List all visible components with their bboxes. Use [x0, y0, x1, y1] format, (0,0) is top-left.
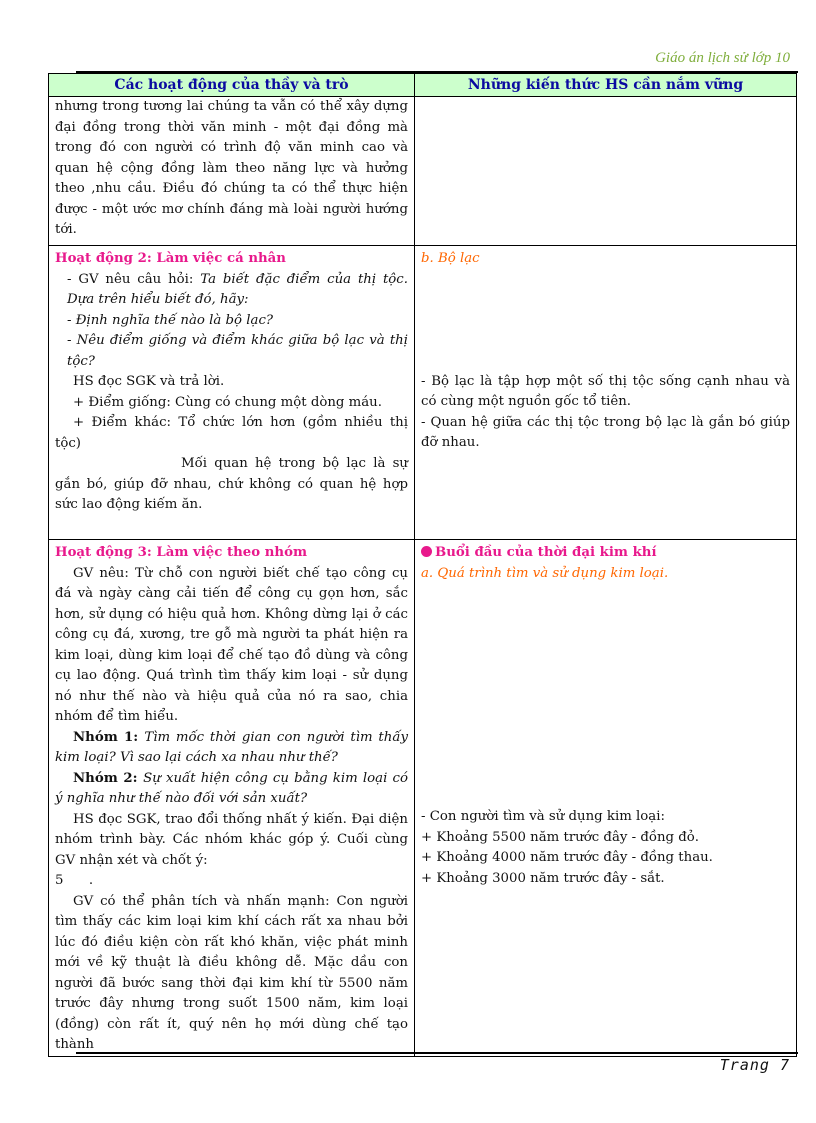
row2-relation: Mối quan hệ trong bộ lạc là sự gắn bó, giúp đỡ nhau, chứ không có quan hệ hợp sức lao động kiếm ăn. — [55, 456, 408, 512]
col1-header: Các hoạt động của thầy và trò — [49, 74, 415, 97]
row1-right-cell — [415, 97, 797, 246]
group-2-label: Nhóm 2: — [73, 770, 144, 786]
group-1-label: Nhóm 1: — [73, 729, 145, 745]
row3-right-cell — [415, 540, 797, 1057]
row2-same: + Điểm giống: Cùng có chung một dòng máu. — [73, 394, 382, 410]
row2-right-heading: b. Bộ lạc — [421, 251, 480, 266]
row2-right-p1: - Bộ lạc là tập hợp một số thị tộc sống cạnh nhau và có cùng một nguồn gốc tổ tiên. — [421, 373, 790, 409]
table-row — [49, 97, 797, 246]
row2-diff: + Điểm khác: Tổ chức lớn hơn (gồm nhiều thị tộc) — [55, 415, 408, 451]
row2-right-p2: - Quan hệ giữa các thị tộc trong bộ lạc là gắn bó giúp đỡ nhau. — [421, 414, 790, 450]
row3-section-text: Buổi đầu của thời đại kim khí — [435, 545, 657, 560]
col2-header: Những kiến thức HS cần nắm vững — [415, 74, 797, 97]
group-2-text: Sự xuất hiện công cụ bằng kim loại có ý nghĩa như thế nào đối với sản xuất? — [55, 770, 409, 806]
activity-3-title: Hoạt động 3: Làm việc theo nhóm — [55, 545, 308, 560]
row3-right-line-3: + Khoảng 4000 năm trước đây - đồng thau. — [421, 850, 713, 865]
group-1-text: Tìm mốc thời gian con người tìm thấy kim loại? Vì sao lại cách xa nhau như thế? — [55, 729, 408, 765]
row2-right-cell — [415, 246, 797, 540]
row3-section-title — [421, 543, 790, 564]
row3-right-line-4: + Khoảng 3000 năm trước đây - sắt. — [421, 870, 665, 886]
row1-left-text: nhưng trong tương lai chúng ta vẫn có thể xây dựng đại đồng trong thời văn minh - một đại đồng mà trong đó con người có trình độ văn minh cao và quan hệ cộng đồng làm theo năng lực và hưởng theo ,nhu cầu. Điều đó chúng ta có thể thực hiện được - một ước mơ chính đáng mà loài người hướng tới. — [55, 99, 408, 237]
row2-question-italic: Ta biết đặc điểm của thị tộc. Dựa trên hiểu biết đó, hãy: — [67, 271, 408, 307]
section-bullet-icon — [421, 546, 432, 557]
row3-right-line-2: + Khoảng 5500 năm trước đây - đồng đỏ. — [421, 829, 700, 845]
page-number: Trang 7 — [719, 1056, 790, 1074]
row3-right-line-1: - Con người tìm và sử dụng kim loại: — [421, 809, 665, 824]
row2-question-1: - Định nghĩa thế nào là bộ lạc? — [67, 312, 274, 328]
row3-group-2 — [55, 769, 408, 810]
row1-left-cell — [49, 97, 415, 246]
row2-question-2: - Nêu điểm giống và điểm khác giữa bộ lạc và thị tộc? — [67, 333, 408, 369]
row2-hs-answer: HS đọc SGK và trả lời. — [73, 374, 225, 389]
document-header-title: Giáo án lịch sử lớp 10 — [655, 50, 790, 66]
row3-left-cell — [49, 540, 415, 1057]
row2-question-prefix: - GV nêu câu hỏi: — [67, 271, 201, 287]
table-row — [49, 246, 797, 540]
lesson-table — [48, 73, 797, 1057]
table-header-row — [49, 74, 797, 97]
row3-gv-analysis: GV có thể phân tích và nhấn mạnh: Con người tìm thấy các kim loại kim khí cách rất xa nhau bởi lúc đó điều kiện còn rất khó khăn, việc phát minh mới về kỹ thuật là điều không dễ. Mặc dầu con người đã bước sang thời đại kim khí từ 5500 năm trước đây nhưng trong suốt 1500 năm, kim loại (đồng) còn rất ít, quý nên họ mới dùng chế tạo thành — [55, 893, 408, 1052]
table-row — [49, 540, 797, 1057]
row3-subheading: a. Quá trình tìm và sử dụng kim loại. — [421, 565, 669, 581]
footer-rule — [76, 1052, 798, 1054]
row3-number: 5 . — [55, 873, 94, 888]
row2-question — [55, 270, 408, 311]
row3-hs: HS đọc SGK, trao đổi thống nhất ý kiến. Đại diện nhóm trình bày. Các nhóm khác góp ý. Cuối cùng GV nhận xét và chốt ý: — [55, 811, 408, 868]
row2-left-cell — [49, 246, 415, 540]
row3-group-1 — [55, 728, 408, 769]
row3-gv-intro: GV nêu: Từ chỗ con người biết chế tạo công cụ đá và ngày càng cải tiến để công cụ gọn hơn, sắc hơn, sử dụng có hiệu quả hơn. Không dừng lại ở các công cụ đá, xương, tre gỗ mà người ta phát hiện ra kim loại, dùng kim loại để chế tạo đồ dùng và công cụ lao động. Quá trình tìm thấy kim loại - sử dụng nó như thế nào và hiệu quả của nó ra sao, chia nhóm để tìm hiểu. — [55, 565, 408, 724]
activity-2-title: Hoạt động 2: Làm việc cá nhân — [55, 251, 286, 266]
